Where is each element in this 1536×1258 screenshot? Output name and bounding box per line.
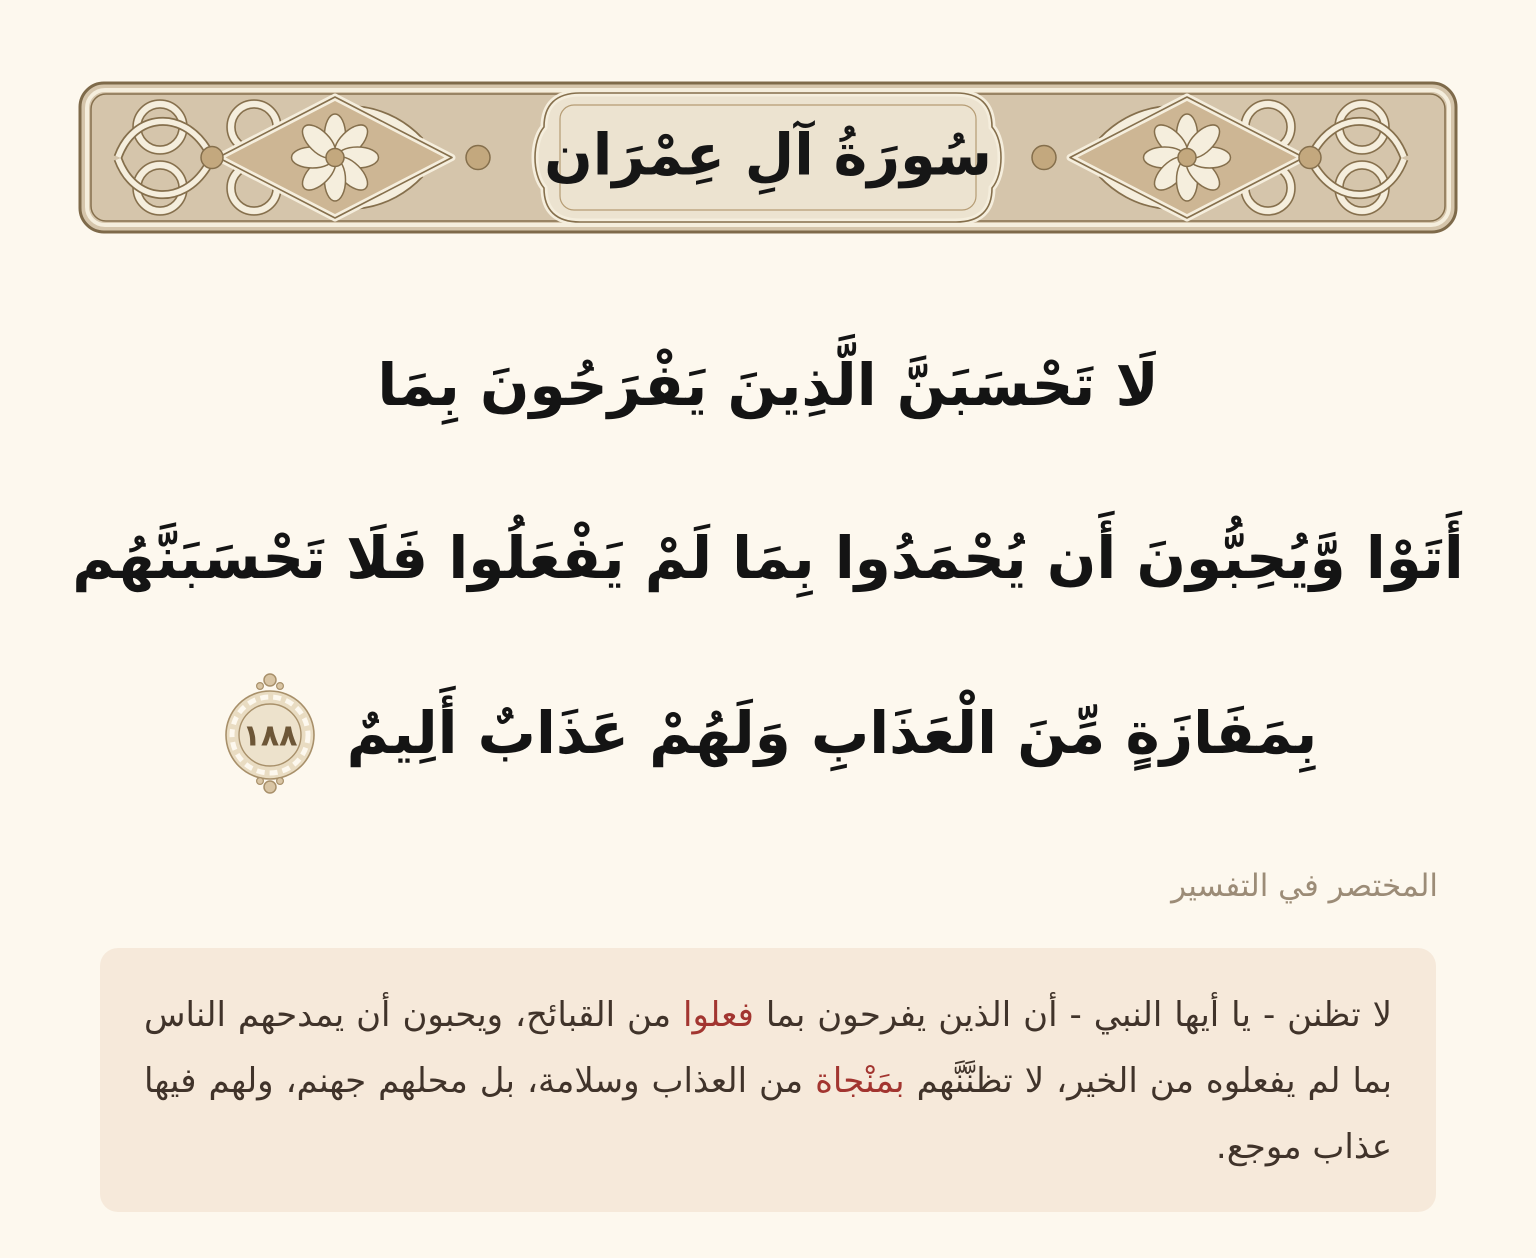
medallion-top-finial [256,674,283,689]
tafsir-text-segment: من القبائح، ويحبون أن يمدحهم الناس بما لم يفعلوه من الخير، لا تظنَّنَّهم [144,995,1392,1101]
verse-line-3 [0,648,1536,818]
verse-line-1: لَا تَحْسَبَنَّ الَّذِينَ يَفْرَحُونَ بِمَا [377,351,1159,419]
verse-line-2: أَتَوْا وَّيُحِبُّونَ أَن يُحْمَدُوا بِمَا لَمْ يَفْعَلُوا فَلَا تَحْسَبَنَّهُم [72,524,1464,592]
verse-line-3-text: بِمَفَازَةٍ مِّنَ الْعَذَابِ وَلَهُمْ عَذَابٌ أَلِيمٌ [346,699,1318,767]
verse-number-medallion [219,670,321,796]
surah-header-banner [76,79,1460,236]
tafsir-text-segment: من العذاب وسلامة، بل محلهم جهنم، ولهم فيها عذاب موجع. [144,1061,1392,1167]
tafsir-highlighted-word: فعلوا [683,995,754,1035]
verse-number-text: ١٨٨ [242,718,298,754]
medallion-bottom-finial [256,778,283,793]
tafsir-highlighted-word: بمَنْجاة [815,1061,905,1101]
tafsir-text-segment: لا تظنن - يا أيها النبي - أن الذين يفرحون بما [753,995,1392,1035]
tafsir-source-label: المختصر في التفسير [1171,868,1438,904]
tafsir-paragraph [144,982,1392,1180]
surah-title: سُورَةُ آلِ عِمْرَان [544,121,992,188]
tafsir-box [100,948,1436,1212]
